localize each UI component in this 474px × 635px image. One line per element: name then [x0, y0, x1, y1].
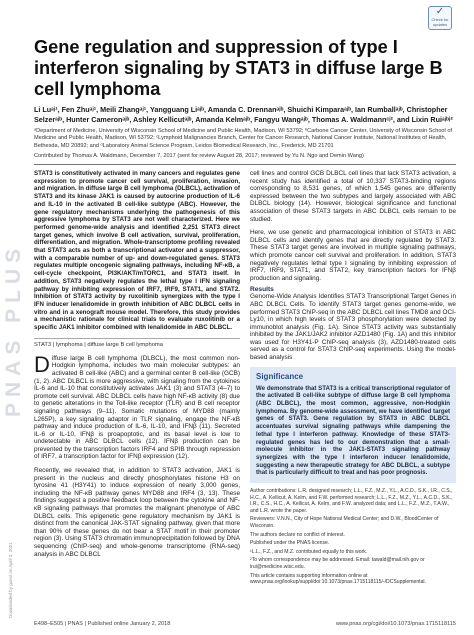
- footnote: Reviewers: V.N.N., City of Hope National Medical Center; and D.W., BloodCenter of Wisconsin.: [250, 516, 439, 530]
- footnote[interactable]: This article contains supporting information online at www.pnas.org/lookup/suppl/doi:10.1073/pnas.1715118115/-/DCSupplemental.: [250, 572, 426, 586]
- page-footer: [34, 621, 456, 627]
- drop-cap: D: [34, 351, 50, 377]
- check-icon: ✓: [435, 6, 445, 17]
- significance-box: [250, 367, 456, 483]
- right-paragraph-2: Here, we use genetic and pharmacological inhibition of STAT3 in ABC DLBCL cells and identify genes that are directly regulated by STAT3. These STAT3 target genes are involved in multiple signaling pathways, which promote cancer cell survival and proliferation. In addition, STAT3 negatively regulates lethal type I signaling by inhibiting expression of IRF7, IRF9, STAT1, and STAT2, key transcription factors for IFNβ production and signaling.: [250, 229, 456, 282]
- contributed-line: Contributed by Thomas A. Waldmann, December 7, 2017 (sent for review August 28, 2017; reviewed by Yu N. Ngo and Demin Wang): [34, 152, 364, 159]
- keywords: STAT3 | lymphoma | diffuse large B cell lymphoma: [34, 338, 240, 348]
- article-title: Gene regulation and suppression of type I interferon signaling by STAT3 in diffuse large B cell lymphoma: [34, 37, 443, 99]
- abstract: STAT3 is constitutively activated in many cancers and regulates gene expression to promote cancer cell survival, proliferation, invasion, and migration. In diffuse large B cell lymphoma (DLBCL), activation of STAT3 and its kinase JAK1 is caused by autocrine production of IL-6 and IL-10 in the activated B cell-like subtype (ABC). However, the gene regulatory mechanisms underlying the pathogenesis of this aggressive lymphoma by STAT3 are not well characterized. Here we performed genome-wide analysis and identified 2,251 STAT3 direct target genes, which involve B cell activation, survival, proliferation, differentiation, and migration. Whole-transcriptome profiling revealed that STAT3 acts as both a transcriptional activator and a suppressor, with a comparable number of up- and down-regulated genes. STAT3 regulates multiple oncogenic signaling pathways, including NF-κB, a cell-cycle checkpoint, PI3K/AKT/mTORC1, and STAT3 itself. In addition, STAT3 negatively regulates the lethal type I IFN signaling pathway by inhibiting expression of IRF7, IRF9, STAT1, and STAT2. Inhibition of STAT3 activity by ruxolitinib synergizes with the type I IFN inducer lenalidomide in growth inhibition of ABC DLBCL cells in vitro and in a xenograft mouse model. Therefore, this study provides a mechanistic rationale for clinical trials to evaluate ruxolitinib or a specific JAK1 inhibitor combined with lenalidomide in ABC DLBCL.: [34, 170, 240, 332]
- downloaded-note: Downloaded by guest on April 3, 2021: [8, 542, 13, 618]
- footnote: Author contributions: L.R. designed research; L.L., F.Z., M.Z., Y.L., A.C.D., S.K., I.R., C.S., H.C., A. Kellicut, A. Kelm, and F.W. performed research; L.L., F.Z., M.Z., Y.L., A.C.D., S.K., I.R., C.S., H.C., A. Kellicut, A. Kelm, and F.W. analyzed data; and L.L., F.Z., M.Z., T.A.W., and L.R. wrote the paper.: [250, 488, 453, 514]
- footnote[interactable]: ²To whom correspondence may be addressed. Email: tawald@mail.nih.gov or lrui@medicine.wisc.edu.: [250, 557, 425, 571]
- intro-text: iffuse large B cell lymphoma (DLBCL), the most common non-Hodgkin lymphoma, includes two main molecular subtypes: an activated B cell-like (ABC) and a germinal center B cell-like (GCB) (1, 2). ABC DLBCL is more aggressive, with signaling from the cytokines IL-6 and IL-10 that constitutively activates JAK1 (3) and STAT3 (4–7) to promote cell survival. ABC DLBCL cells have high NF-κB activity (8) due to genetic alterations in the Toll-like receptor (TLR) and B cell receptor signaling pathways (9–11). Somatic mutations of MYD88 (mainly L265P), a key signaling adaptor in TLR signaling, engage the NF-κB pathway and induce production of IL-6, IL-10, and IFNβ (11). Secreted IL-6 or IL-10, IFNβ is proapoptotic, and its basal level is low to undetectable in ABC DLBCL cells (12). IFNβ production can be prevented by the transcription factors IRF4 and SPIB through repression of IRF7, a transcription factor for IFNβ expression (12).: [34, 354, 240, 461]
- two-column-body: [34, 170, 456, 588]
- journal-section-watermark: PNAS PLUS: [2, 242, 25, 418]
- intro-paragraph: [34, 351, 240, 461]
- affiliations: ᵃDepartment of Medicine, University of Wisconsin School of Medicine and Public Health, Madison, WI 53792; ᵇCarbone Cancer Center, University of Wisconsin School of Medicine and Public Health, Madison, WI 53792; ᶜLymphoid Malignancies Branch, Center for Cancer Research, National Cancer Institute, National Institutes of Health, Bethesda, MD 20892; and ᵈLaboratory Animal Science Program, Leidos Biomedical Research, Inc., Frederick, MD 21701: [34, 128, 453, 149]
- check-badge-line1: Check for: [431, 17, 449, 22]
- check-for-updates-badge[interactable]: [428, 6, 452, 30]
- footer-citation: E498–E505 | PNAS | Published online January 2, 2018: [34, 621, 171, 627]
- right-column: [250, 170, 456, 588]
- results-paragraph: Genome-Wide Analysis Identifies STAT3 Transcriptional Target Genes in ABC DLBCL Cells. To identify STAT3 target genes genome-wide, we performed STAT3 ChIP-seq in the ABC DLBCL cell lines TMD8 and OCI-Ly10, in which high levels of STAT3 phosphorylation were detected by immunoblot analysis (Fig. 1A). Since STAT3 activity was substantially inhibited by the JAK1/JAK2 inhibitor AZD1480 (Fig. 1A) and this inhibitor was used for H3Y41-P ChIP-seq analysis (3), AZD1480-treated cells served as a control for STAT3 ChIP-seq experiments. Using the model-based analysis: [250, 293, 456, 362]
- significance-title: Significance: [256, 371, 304, 381]
- footer-doi-link[interactable]: www.pnas.org/cgi/doi/10.1073/pnas.1715118115: [335, 621, 456, 627]
- footnote: ¹L.L., F.Z., and M.Z. contributed equally to this work.: [250, 548, 368, 555]
- article: [34, 37, 456, 588]
- header-divider: [34, 164, 456, 165]
- footnote: The authors declare no conflict of interest.: [250, 531, 345, 538]
- footnote[interactable]: Published under the PNAS license.: [250, 540, 330, 547]
- left-column: [34, 170, 240, 588]
- footnotes: [250, 488, 456, 586]
- check-badge-line2: updates: [432, 22, 448, 27]
- results-heading: Results: [250, 286, 274, 294]
- author-list: Li Luᵃʲ¹, Fen Zhuᵃʲ¹, Meili Zhangᵃʲ¹, Yangguang Liᵃʲᵇ, Amanda C. Drennanᵃʲᵇ, Shuichi Kimparaᵃʲᵇ, Ian Rumballᵃʲᵇ, Christopher Selzerᵃʲᵇ, Hunter Cameronᵃʲᵇ, Ashley Kellicutᵃʲᵇ, Amanda Kelmᵃʲᵇ, Fangyu Wangᵃʲᵇ, Thomas A. Waldmannᶜʲ², and Lixin Ruiᵃʲᵇʲ²: [34, 105, 453, 124]
- significance-text: We demonstrate that STAT3 is a critical transcriptional regulator of the activated B cell-like subtype of diffuse large B cell lymphoma (ABC DLBCL), the most common, aggressive, non-Hodgkin lymphoma. By genome-wide assessment, we have identified target genes of STAT3. Gene regulation by STAT3 in ABC DLBCL accentuates survival signaling pathways while dampening the lethal type I interferon pathway. Knowledge of these STAT3-regulated genes has led to our demonstration that a small-molecule inhibitor in the JAK1-STAT3 signaling pathway synergizes with the type I interferon inducer lenalidomide, suggesting a new therapeutic strategy for ABC DLBCL, a subtype that is particularly difficult to treat and has poor prognosis.: [256, 384, 450, 477]
- intro-paragraph-2: Recently, we revealed that, in addition to STAT3 activation, JAK1 is present in the nucleus and directly phosphorylates histone H3 on tyrosine 41 (H3Y41) to induce expression of nearly 3,000 genes, including the NF-κB pathway genes MYD88 and IRF4 (3, 13). These findings suggest a positive feedback loop between the cytokine and NF-κB signaling pathways that promotes the malignant phenotype of ABC DLBCL cells. This epigenetic gene regulatory mechanism by JAK1 is distinct from the canonical JAK-STAT signaling pathway, given that more than 90% of these genes do not bear a STAT motif in their promoter region (3). Using STAT3 chromatin immunoprecipitation followed by DNA sequencing (ChIP-seq) and whole-genome transcriptome (RNA-seq) analysis in ABC DLBCL: [34, 467, 240, 558]
- right-paragraph-1: cell lines and control GCB DLBCL cell lines that lack STAT3 activation, a recent study has identified a total of 10,337 STAT3-binding regions corresponding to 8,531 genes, of which 1,545 genes are differently expressed between the two subtypes and largely associated with ABC DLBCL biology (14). However, biological significance and functional association of these STAT3 targets in ABC DLBCL cells remain to be studied.: [250, 170, 456, 223]
